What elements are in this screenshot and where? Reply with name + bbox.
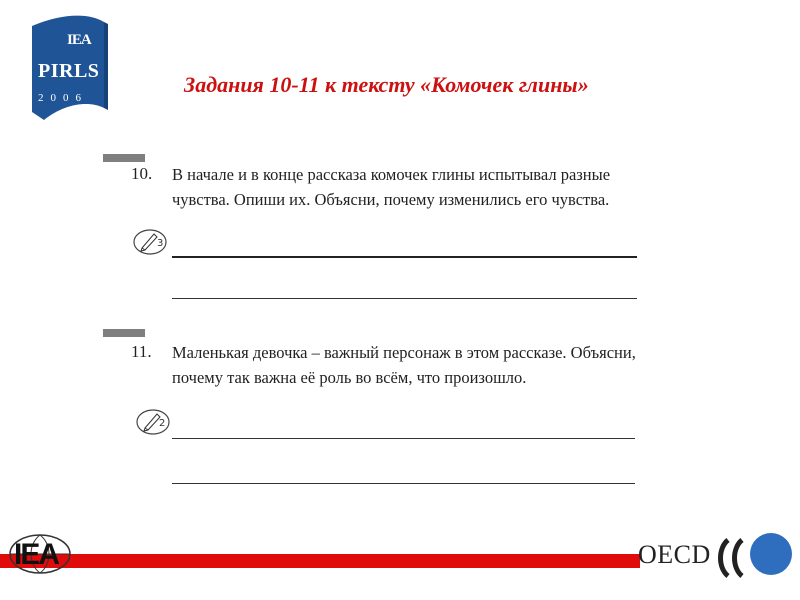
oecd-bracket-icon — [714, 536, 750, 580]
pirls-logo — [30, 12, 110, 124]
pencil-score-icon — [135, 408, 171, 436]
question-text: Маленькая девочка – важный персонаж в этом рассказе. Объясни, почему так важна её роль во всём, что произошло. — [172, 343, 636, 387]
iea-logo — [8, 532, 72, 576]
oecd-logo-text: OECD — [638, 540, 711, 569]
question-number: 10. — [131, 164, 153, 183]
question-text: В начале и в конце рассказа комочек глины испытывал разные чувства. Опиши их. Объясни, почему изменились его чувства. — [172, 165, 611, 209]
footer-bar — [0, 554, 640, 568]
question-marker — [103, 329, 145, 337]
score-value: 3 — [157, 238, 164, 249]
pencil-score-icon — [132, 228, 168, 256]
pirls-iea-label: IEA — [67, 32, 91, 48]
answer-line[interactable] — [172, 483, 635, 484]
question-marker — [103, 154, 145, 162]
iea-logo-text: IEA — [14, 538, 59, 571]
score-value: 2 — [159, 418, 166, 429]
pirls-name: PIRLS — [38, 60, 100, 82]
answer-line[interactable] — [172, 298, 637, 299]
answer-line[interactable] — [172, 438, 635, 439]
page-title: Задания 10-11 к тексту «Комочек глины» — [184, 72, 589, 97]
oecd-circle-icon — [750, 533, 792, 575]
answer-line[interactable] — [172, 256, 637, 258]
pirls-year: 2006 — [38, 92, 88, 104]
question-number: 11. — [131, 342, 152, 361]
